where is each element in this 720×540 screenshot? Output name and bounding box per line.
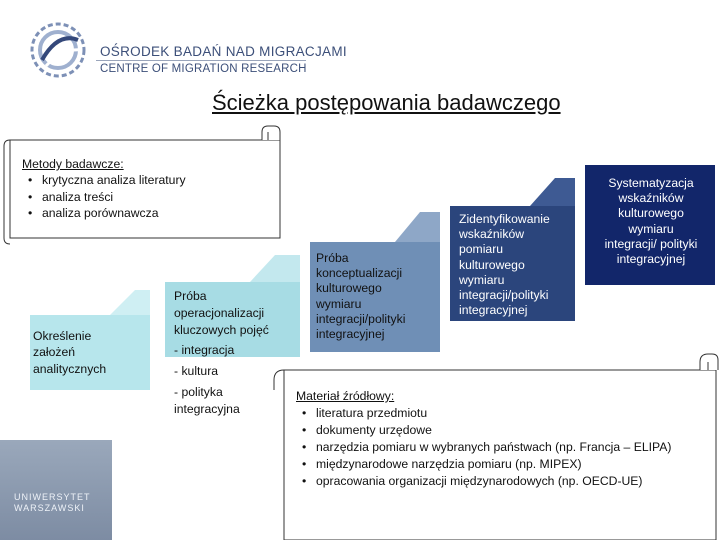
methods-box bbox=[22, 156, 277, 222]
university-name: UNIWERSYTET WARSZAWSKI bbox=[14, 492, 91, 513]
methods-list bbox=[22, 172, 277, 221]
page-title: Ścieżka postępowania badawczego bbox=[212, 90, 561, 115]
list-item: • opracowania organizacji międzynarodowych (np. OECD-UE) bbox=[296, 473, 706, 490]
list-item: • analiza porównawcza bbox=[22, 205, 277, 221]
operationalization-text: Próba operacjonalizacji kluczowych pojęć - integracja - kultura - polityka integracyjna bbox=[174, 289, 269, 416]
list-item: • narzędzia pomiaru w wybranych państwach (np. Francja – ELIPA) bbox=[296, 439, 706, 456]
list-item: • analiza treści bbox=[22, 189, 277, 205]
indicators-text: Zidentyfikowanie wskaźników pomiaru kulturowego wymiaru integracji/polityki integracyjnej bbox=[459, 212, 550, 318]
sources-list bbox=[296, 405, 706, 490]
sources-box bbox=[296, 388, 706, 490]
list-item: • literatura przedmiotu bbox=[296, 405, 706, 422]
list-item: • krytyczna analiza literatury bbox=[22, 172, 277, 188]
methods-heading: Metody badawcze: bbox=[22, 157, 124, 171]
assumptions-text: Określenie założeń analitycznych bbox=[33, 329, 107, 376]
org-name-en: CENTRE OF MIGRATION RESEARCH bbox=[100, 63, 307, 75]
list-item: • międzynarodowe narzędzia pomiaru (np. MIPEX) bbox=[296, 456, 706, 473]
systematization-text: Systematyzacja wskaźników kulturowego wymiaru integracji/ polityki integracyjnej bbox=[604, 176, 698, 267]
org-name-pl: OŚRODEK BADAŃ NAD MIGRACJAMI bbox=[100, 44, 347, 59]
sources-heading: Materiał źródłowy: bbox=[296, 389, 395, 403]
list-item: • dokumenty urzędowe bbox=[296, 422, 706, 439]
conceptualization-text: Próba konceptualizacji kulturowego wymiaru integracji/polityki integracyjnej bbox=[316, 251, 406, 342]
